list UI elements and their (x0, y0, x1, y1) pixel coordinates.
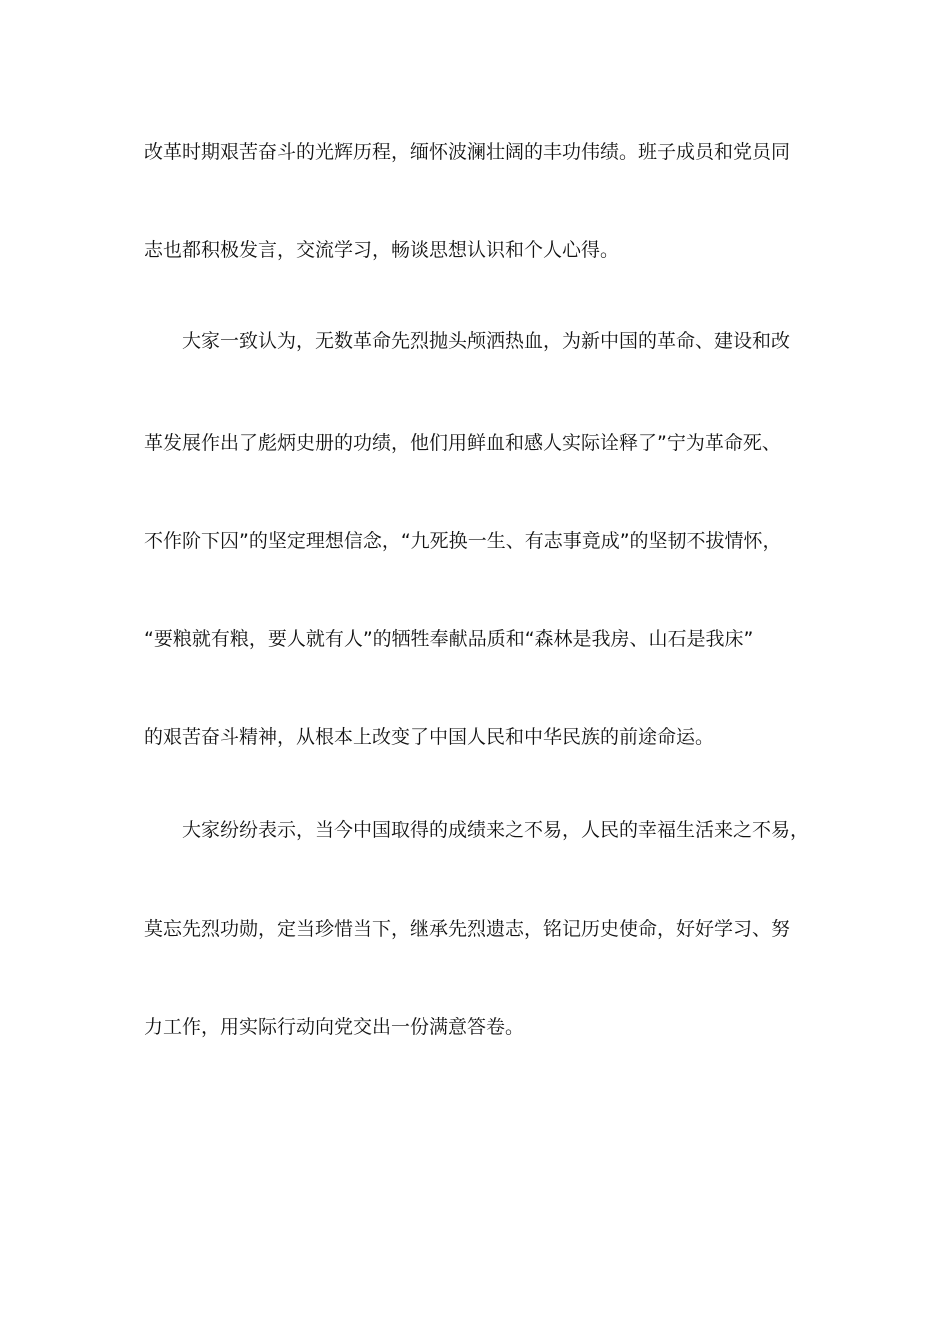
text-line-9: 莫忘先烈功勋，定当珍惜当下，继承先烈遗志，铭记历史使命，好好学习、努 (144, 918, 791, 940)
text-line-2: 志也都积极发言，交流学习，畅谈思想认识和个人心得。 (144, 239, 620, 261)
text-line-10: 力工作，用实际行动向党交出一份满意答卷。 (144, 1016, 525, 1038)
text-line-6: “要粮就有粮，要人就有人”的牺牲奉献品质和“森林是我房、山石是我床” (144, 628, 754, 650)
text-line-8: 大家纷纷表示，当今中国取得的成绩来之不易，人民的幸福生活来之不易， (182, 819, 810, 841)
text-line-4: 革发展作出了彪炳史册的功绩，他们用鲜血和感人实际诠释了”宁为革命死、 (144, 432, 781, 454)
text-line-7: 的艰苦奋斗精神，从根本上改变了中国人民和中华民族的前途命运。 (144, 726, 715, 748)
text-line-3: 大家一致认为，无数革命先烈抛头颅洒热血，为新中国的革命、建设和改 (182, 330, 791, 352)
text-line-5: 不作阶下囚”的坚定理想信念，“九死换一生、有志事竟成”的坚韧不拔情怀， (144, 530, 782, 552)
text-line-1: 改革时期艰苦奋斗的光辉历程，缅怀波澜壮阔的丰功伟绩。班子成员和党员同 (144, 141, 791, 163)
